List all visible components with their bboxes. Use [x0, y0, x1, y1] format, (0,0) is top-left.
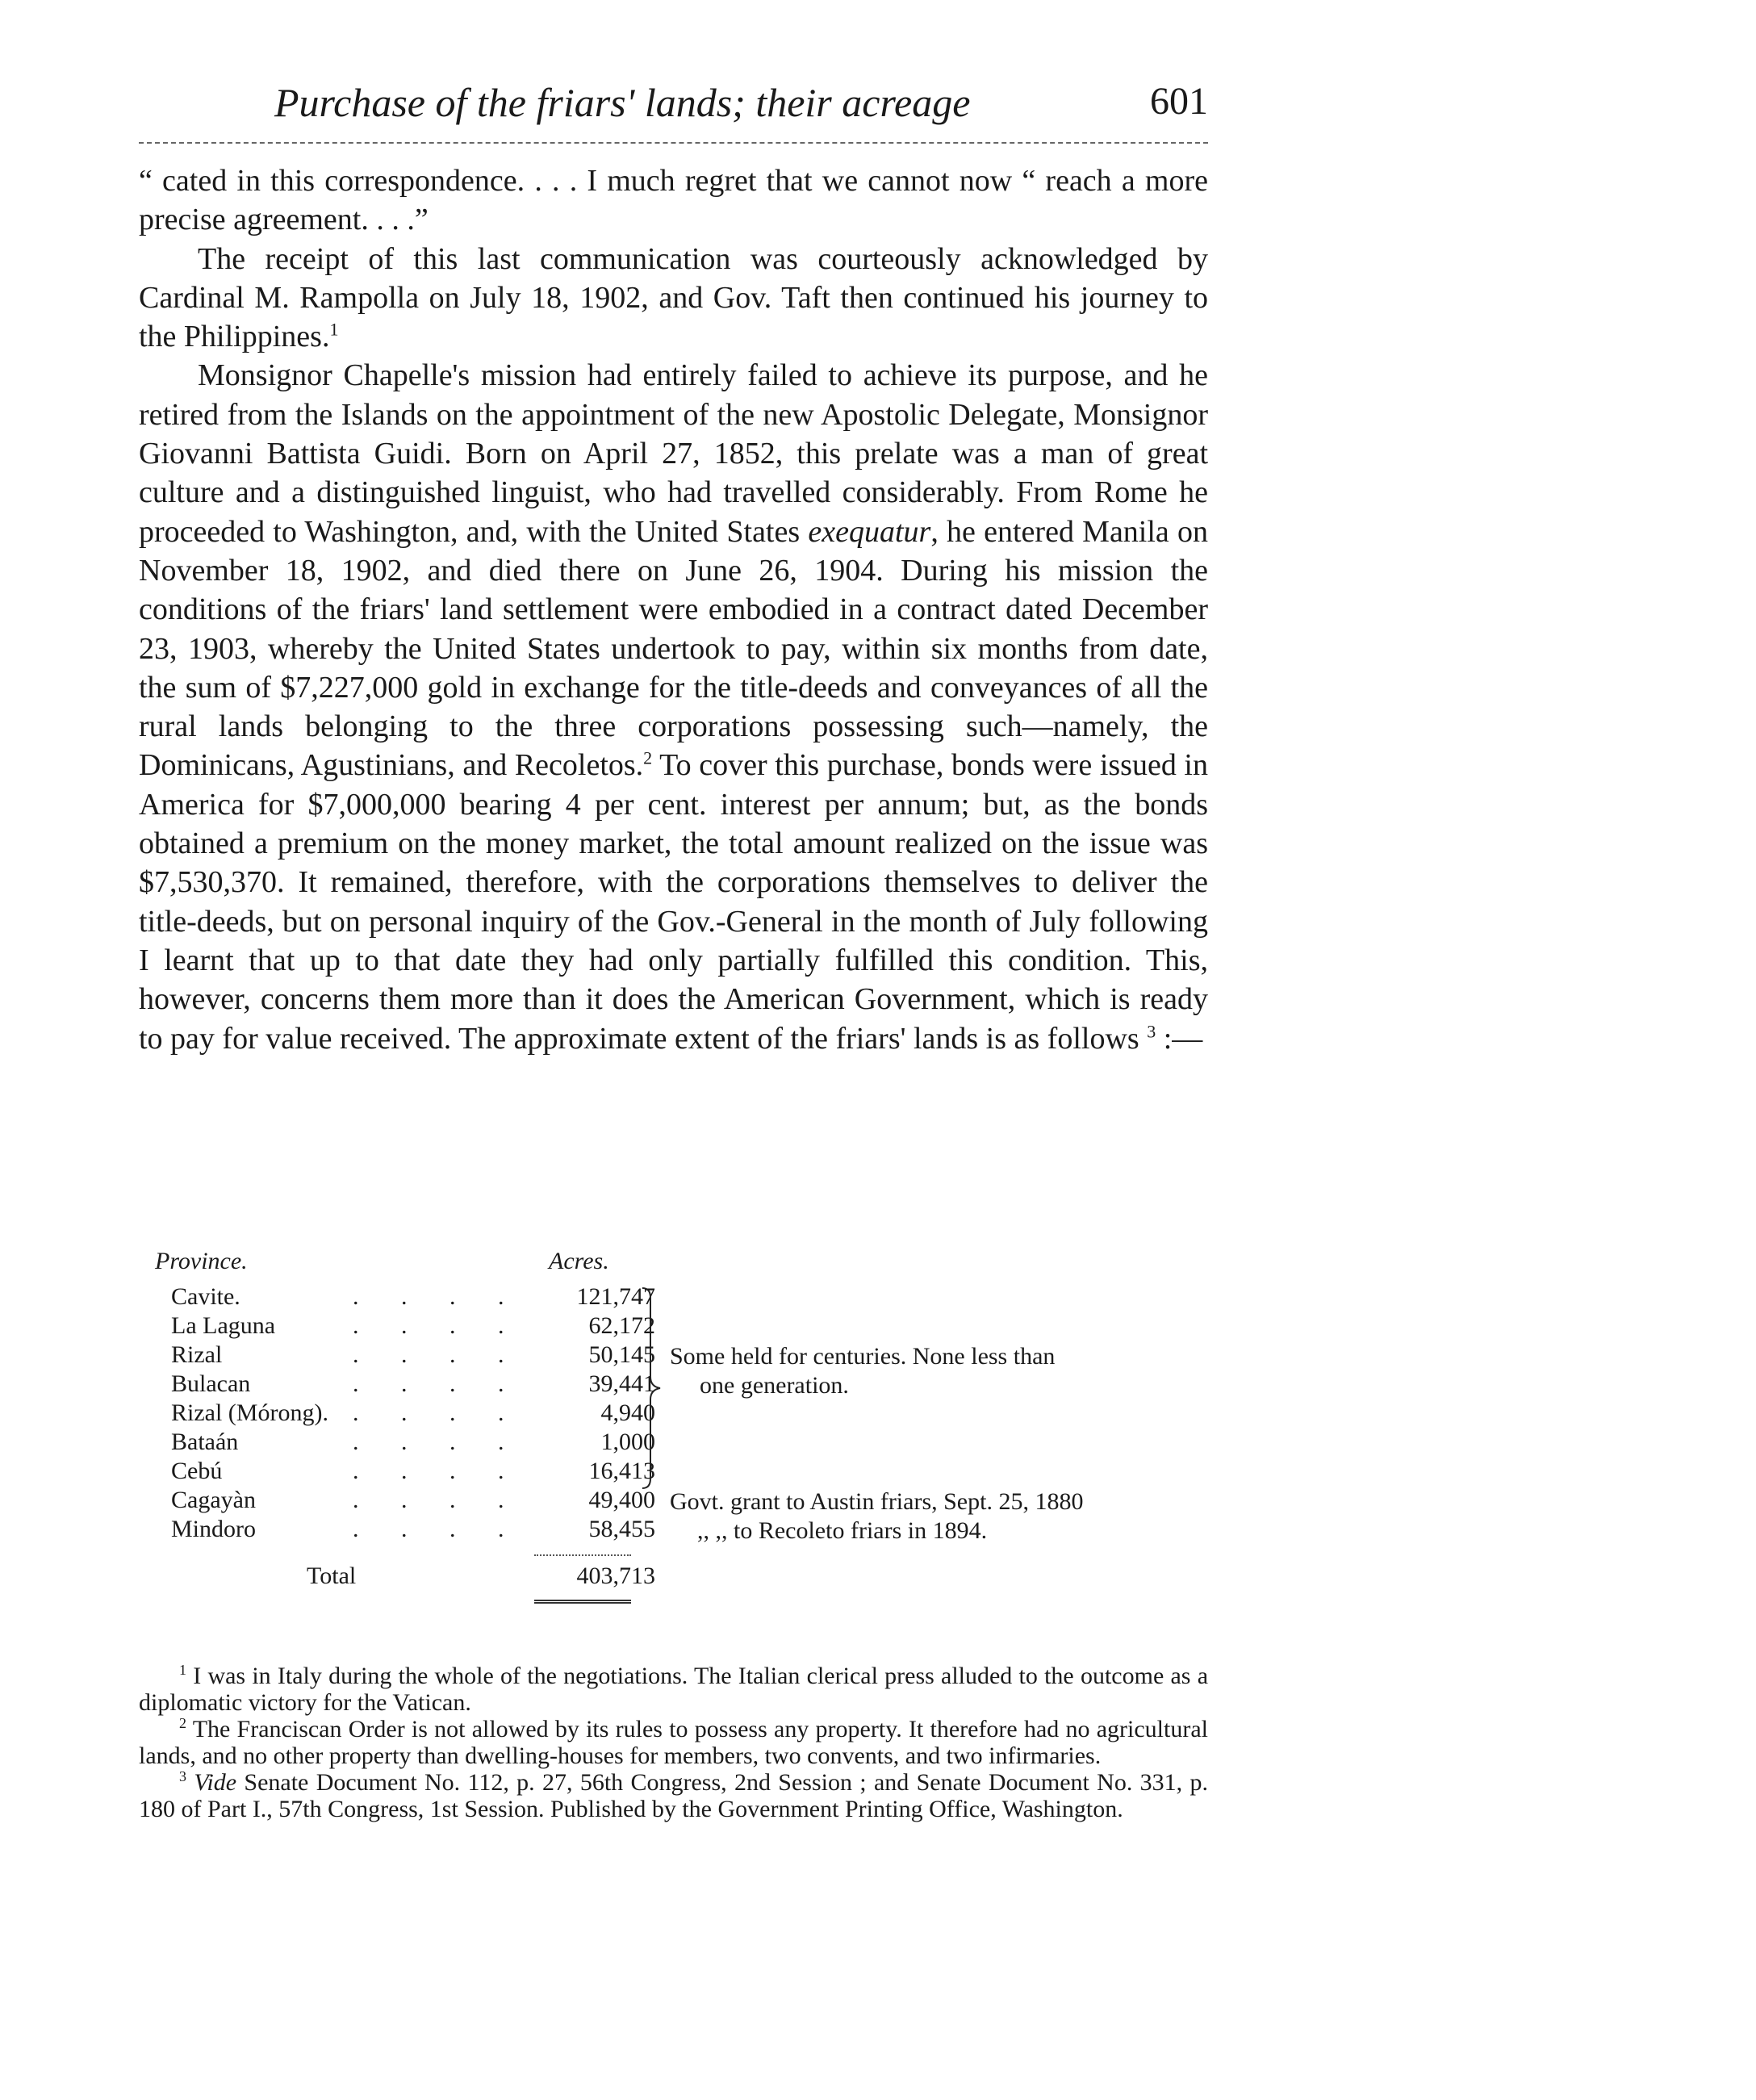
footnote-vide: Vide: [194, 1769, 237, 1796]
acreage-value: 62,172: [588, 1312, 655, 1339]
table-row: [155, 1399, 655, 1429]
running-title: Purchase of the friars' lands; their acreage: [274, 80, 971, 125]
paragraph-receipt-text: The receipt of this last communication was courteously acknowledged by Cardinal M. Rampolla on July 18, 1902, and Gov. Taft then continued his journey to the Philippines.: [139, 241, 1208, 354]
leader-dot: .: [498, 1429, 504, 1455]
province-name: Cagayàn: [171, 1487, 256, 1513]
table-row: [155, 1283, 655, 1312]
footnote-text: The Franciscan Order is not allowed by its rules to possess any property. It therefore had no agricultural lands, and no other property than dwelling-houses for members, two convents, and two infirmaries.: [139, 1716, 1208, 1769]
footnote-3: [139, 1769, 1208, 1822]
col-header-province: Province.: [155, 1248, 248, 1274]
leader-dot: .: [401, 1341, 408, 1368]
leader-dot: .: [449, 1370, 456, 1397]
footnote-text: Senate Document No. 112, p. 27, 56th Congress, 2nd Session ; and Senate Document No. 331, p. 180 of Part I., 57th Congress, 1st Session. Published by the Government Printing Office, Washington.: [139, 1769, 1208, 1822]
leader-dot: .: [401, 1487, 408, 1513]
total-rule: [534, 1554, 631, 1556]
acreage-value: 58,455: [588, 1516, 655, 1542]
term-exequatur: exequatur: [808, 514, 931, 549]
table-row: [155, 1312, 655, 1341]
total-row: [155, 1562, 655, 1592]
leader-dot: .: [353, 1341, 359, 1368]
header-rule: [139, 142, 1208, 144]
table-row: [155, 1341, 655, 1370]
province-name: Cavite.: [171, 1283, 240, 1310]
leader-dot: .: [401, 1429, 408, 1455]
leader-dot: .: [353, 1312, 359, 1339]
acreage-value: 50,145: [588, 1341, 655, 1368]
acreage-value: 39,441: [588, 1370, 655, 1397]
table-row: [155, 1370, 655, 1399]
paragraph-chapelle: [139, 356, 1208, 1057]
footnote-2: [139, 1716, 1208, 1769]
acreage-table: [155, 1248, 1212, 1627]
table-row: [155, 1516, 655, 1545]
province-name: Cebú: [171, 1458, 223, 1484]
leader-dot: .: [498, 1399, 504, 1426]
running-head: [139, 79, 1208, 144]
footnote-1: [139, 1663, 1208, 1716]
table-row: [155, 1429, 655, 1458]
paragraph-chapelle-end: :—: [1156, 1021, 1203, 1056]
leader-dot: .: [353, 1283, 359, 1310]
leader-dot: .: [449, 1458, 456, 1484]
acreage-value: 1,000: [600, 1429, 655, 1455]
col-header-acres: Acres.: [549, 1248, 609, 1274]
province-name: La Laguna: [171, 1312, 276, 1339]
province-name: Rizal: [171, 1341, 223, 1368]
acreage-value: 4,940: [600, 1399, 655, 1426]
group-note-line1: Some held for centuries. None less than: [670, 1343, 1056, 1370]
province-name: Bataán: [171, 1429, 239, 1455]
leader-dot: .: [401, 1516, 408, 1542]
leader-dot: .: [449, 1312, 456, 1339]
leader-dot: .: [401, 1399, 408, 1426]
total-value: 403,713: [576, 1562, 655, 1589]
leader-dot: .: [449, 1429, 456, 1455]
leader-dot: .: [401, 1370, 408, 1397]
footnote-mark: 1: [179, 1662, 186, 1678]
leader-dot: .: [498, 1516, 504, 1542]
leader-dot: .: [498, 1312, 504, 1339]
leader-dot: .: [449, 1341, 456, 1368]
paragraph-receipt: [139, 240, 1208, 357]
province-name: Bulacan: [171, 1370, 251, 1397]
leader-dot: .: [498, 1283, 504, 1310]
footnote-ref-3: 3: [1147, 1020, 1156, 1041]
leader-dot: .: [401, 1458, 408, 1484]
leader-dot: .: [449, 1487, 456, 1513]
footnote-text: I was in Italy during the whole of the negotiations. The Italian clerical press alluded to the outcome as a diplomatic victory for the Vatican.: [139, 1663, 1209, 1716]
footnote-mark: 3: [179, 1768, 186, 1784]
leader-dot: .: [401, 1283, 408, 1310]
group-note-line2: one generation.: [700, 1372, 849, 1399]
paragraph-chapelle-text-c: To cover this purchase, bonds were issued in America for $7,000,000 bearing 4 per cent. interest per annum; but, as the bonds obtained a premium on the money market, the total amount realized on the issue was $7,530,370. It remained, therefore, with the corporations themselves to deliver the title-deeds, but on personal inquiry of the Gov.-General in the month of July following I learnt that up to that date they had only partially fulfilled this condition. This, however, concerns them more than it does the American Government, which is ready to pay for value received. The approximate extent of the friars' lands is as follows: [139, 748, 1208, 1056]
body-text: [139, 161, 1208, 1058]
leader-dot: .: [449, 1516, 456, 1542]
leader-dot: .: [449, 1399, 456, 1426]
paragraph-chapelle-text-b: , he entered Manila on November 18, 1902, and died there on June 26, 1904. During his mission the conditions of the friars' land settlement were embodied in a contract dated December 23, 1903, whereby the United States undertook to pay, within six months from date, the sum of $7,227,000 gold in exchange for the title-deeds and conveyances of all the rural lands belonging to the three corporations possessing such—namely, the Dominicans, Agustinians, and Recoletos.: [139, 514, 1209, 783]
footnotes: [139, 1663, 1208, 1822]
table-row: [155, 1458, 655, 1487]
leader-dot: .: [449, 1283, 456, 1310]
acreage-value: 16,413: [588, 1458, 655, 1484]
footnote-ref-1: 1: [329, 319, 339, 340]
footnote-ref-2: 2: [643, 747, 653, 768]
acreage-value: 49,400: [588, 1487, 655, 1513]
province-name: Mindoro: [171, 1516, 256, 1542]
leader-dot: .: [498, 1341, 504, 1368]
leader-dot: .: [353, 1458, 359, 1484]
table-row: [155, 1487, 655, 1516]
total-double-rule: [534, 1600, 631, 1604]
leader-dot: .: [498, 1487, 504, 1513]
cagayan-note: Govt. grant to Austin friars, Sept. 25, 1880: [670, 1488, 1084, 1515]
leader-dot: .: [498, 1370, 504, 1397]
leader-dot: .: [498, 1458, 504, 1484]
leader-dot: .: [353, 1399, 359, 1426]
leader-dot: .: [353, 1487, 359, 1513]
paragraph-quote-end: “ cated in this correspondence. . . . I much regret that we cannot now “ reach a more precise agreement. . . .”: [139, 164, 1208, 237]
total-label: Total: [307, 1562, 357, 1589]
acreage-value: 121,747: [576, 1283, 655, 1310]
grouping-brace: [639, 1286, 663, 1490]
page-number: 601: [1150, 80, 1208, 123]
leader-dot: .: [353, 1516, 359, 1542]
leader-dot: .: [353, 1370, 359, 1397]
footnote-mark: 2: [179, 1715, 186, 1731]
province-name: Rizal (Mórong).: [171, 1399, 328, 1426]
mindoro-note: ,, ,, to Recoleto friars in 1894.: [697, 1517, 988, 1544]
leader-dot: .: [353, 1429, 359, 1455]
paragraph-chapelle-text-a: Monsignor Chapelle's mission had entirely failed to achieve its purpose, and he retired from the Islands on the appointment of the new Apostolic Delegate, Monsignor Giovanni Battista Guidi. Born on April 27, 1852, this prelate was a man of great culture and a distinguished linguist, who had travelled considerably. From Rome he proceeded to Washington, and, with the United States: [139, 358, 1208, 549]
leader-dot: .: [401, 1312, 408, 1339]
